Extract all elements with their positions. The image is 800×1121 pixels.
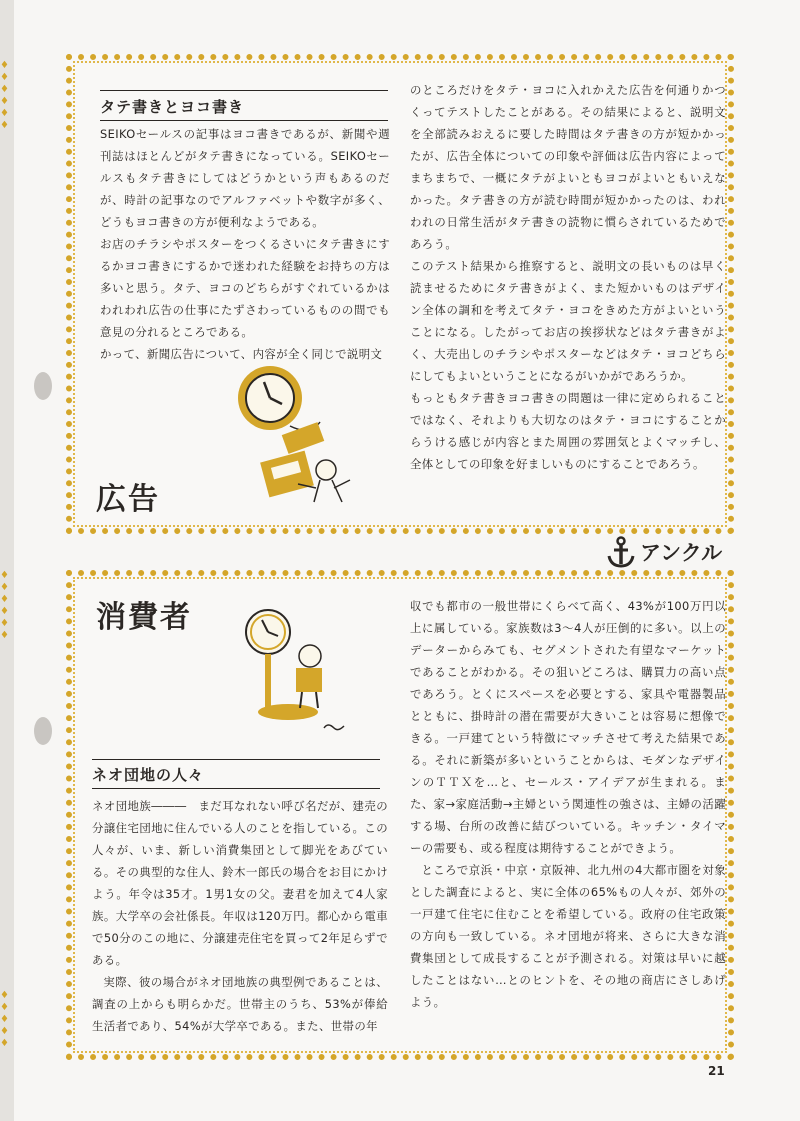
paragraph: ネオ団地族――― まだ耳なれない呼び名だが、建売の分譲住宅団地に住んでいる人のことを指している。この人々が、いま、新しい消費集団として脚光をあびている。その典型的な住人、鈴木一郎氏の場合をお目にかけよう。年令は35才。1男1女の父。妻君を加えて4人家族。大学卒の会社係長。年収は120万円。都心から電車で50分のこの地に、分譲建売住宅を買って2年足らずである。 (92, 799, 388, 967)
ad-heading-rule-top (100, 90, 388, 91)
binding-spine (0, 0, 14, 1121)
paragraph: このテスト結果から推察すると、説明文の長いものは早く読ませるためにタテ書きがよく、また短かいものはデザイン全体の調和を考えてタテ・ヨコをきめた方がよいということになる。したがってお店の挨拶状などはタテ書きがよく、大売出しのチラシやポスターなどはタテ・ヨコどちらにしてもよいということになるがいかがであろうか。 (410, 259, 726, 383)
clock-man-illustration (220, 356, 370, 516)
paragraph: 実際、彼の場合がネオ団地族の典型例であることは、調査の上からも明らかだ。世帯主のうち、53%が俸給生活者であり、54%が大学卒である。また、世帯の年 (92, 975, 388, 1033)
ad-left-column (100, 123, 390, 365)
brand-name: アンクル (640, 541, 723, 565)
brand-logo (606, 536, 722, 568)
paragraph: のところだけをタテ・ヨコに入れかえた広告を何通りかつくってテストしたことがある。その結果によると、説明文を全部読みおえるに要した時間はタテ書きの方が短かかったが、広告全体についての印象や評価は広告内容によってまちまちで、一概にタテがよいともヨコがよいともいえなかった。タテ書きの方が読む時間が短かかったのは、われわれの日常生活がタテ書きの読物に慣らされているためであろう。 (410, 83, 726, 251)
edge-ornament-top: ♦ ♦ ♦ ♦ ♦ ♦ (0, 60, 9, 131)
paragraph: SEIKOセールスの記事はヨコ書きであるが、新聞や週刊誌はほとんどがタテ書きになっている。SEIKOセールスもタテ書きにしてはどうかという声もあるのだが、時計の記事なのでアルファベットや数字が多く、どうもヨコ書きの方が便利なようである。 (100, 127, 390, 229)
paragraph: お店のチラシやポスターをつくるさいにタテ書きにするかヨコ書きにするかで迷われた経験をお持ちの方は多いと思う。タテ、ヨコのどちらがすぐれているかはわれわれ広告の仕事にたずさわっているものの間でも意見の分れるところである。 (100, 237, 390, 339)
ad-heading: タテ書きとヨコ書き (100, 96, 388, 121)
paragraph: 収でも都市の一般世帯にくらべて高く、43%が100万円以上に属している。家族数は3～4人が圧倒的に多い。以上のデーターからみても、セグメントされた有望なマーケットであることがわかる。その狙いどころは、購買力の高い点であろう。とくにスペースを必要とする、家具や電器製品とともに、掛時計の潜在需要が大きいことは容易に想像できる。一戸建てという特徴にマッチさせて考えた結果である。それに新築が多いということからは、モダンなデザインのＴＴＸを…と、セールス・アイデアが生まれる。また、家→家庭活動→主婦という関連性の強さは、主婦の活躍する場、台所の改善に結びついている。キッチン・タイマーの需要も、或る程度は期待することができよう。 (410, 599, 726, 855)
consumer-right-column (410, 595, 726, 1013)
paragraph: もっともタテ書きヨコ書きの問題は一律に定められることではなく、それよりも大切なのはタテ・ヨコにすることからうける感じが内容とまた周囲の雰囲気とよくマッチし、全体としての印象を好ましいものにすることであろう。 (410, 391, 726, 471)
consumer-section-label: 消費者 (96, 600, 192, 635)
binder-hole-upper (34, 372, 52, 400)
scale-man-illustration (238, 604, 348, 744)
page-number: 21 (708, 1064, 725, 1078)
ad-right-column (410, 79, 726, 475)
anchor-icon (606, 536, 636, 568)
consumer-left-column (92, 795, 388, 1037)
paragraph: ところで京浜・中京・京阪神、北九州の4大都市圏を対象とした調査によると、実に全体の65%もの人々が、郊外の一戸建て住宅に住むことを希望している。政府の住宅政策の方向も一致している。ネオ団地が将来、さらに大きな消費集団として成長することが予測される。対策は早いに越したことはない…とのヒントを、その地の商店にさしあげよう。 (410, 863, 726, 1009)
binder-hole-lower (34, 717, 52, 745)
ad-section-label: 広告 (96, 482, 160, 517)
edge-ornament-middle: ♦ ♦ ♦ ♦ ♦ ♦ (0, 570, 9, 641)
consumer-heading: ネオ団地の人々 (92, 764, 380, 789)
edge-ornament-bottom: ♦ ♦ ♦ ♦ ♦ (0, 990, 9, 1049)
paragraph: かって、新聞広告について、内容が全く同じで説明文 (100, 347, 383, 361)
consumer-heading-rule-top (92, 759, 380, 760)
